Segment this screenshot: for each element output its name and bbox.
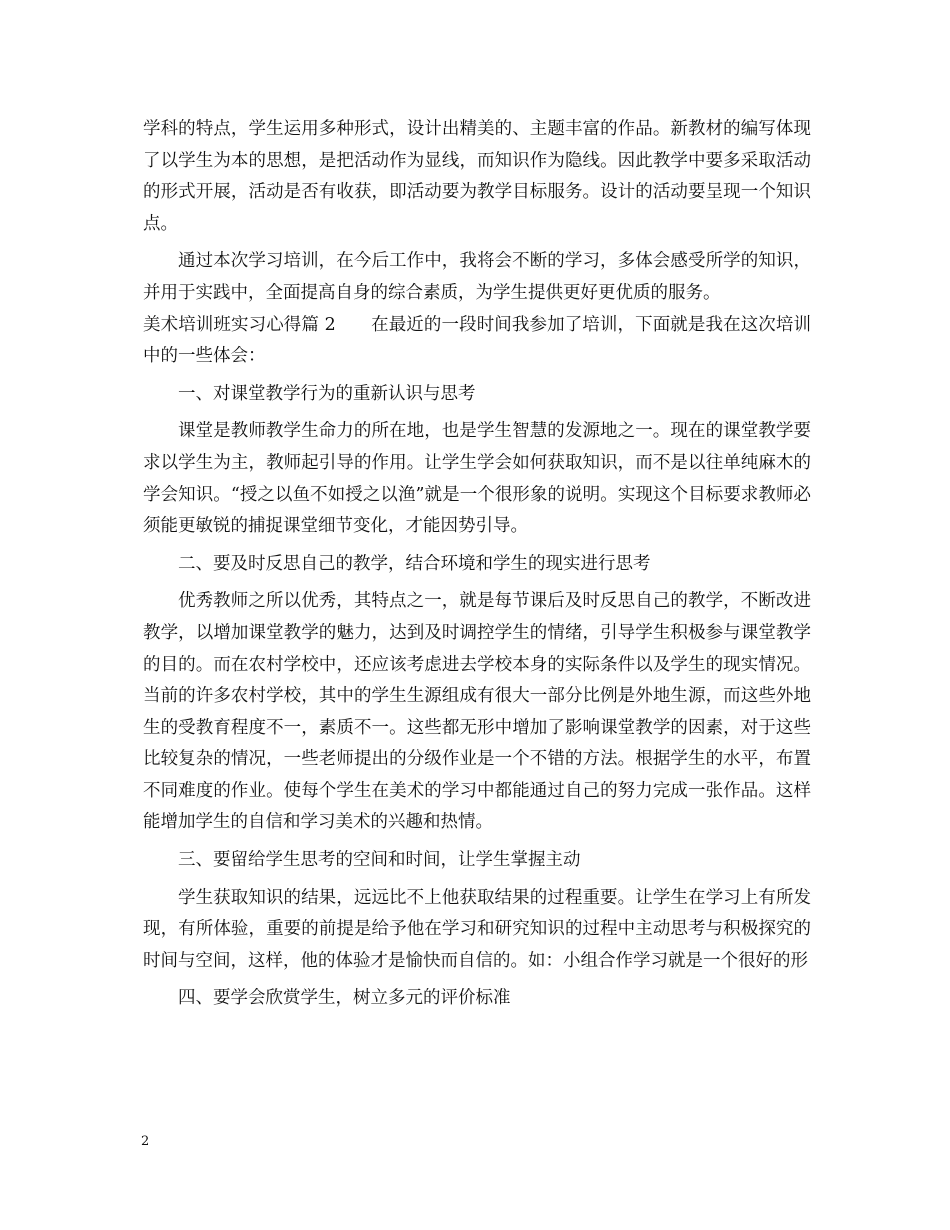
section-heading-4: 四、要学会欣赏学生，树立多元的评价标准: [178, 988, 511, 1009]
paragraph-3: 美术培训班实习心得篇 2 在最近的一段时间我参加了培训，下面就是我在这次培训中的一些体会：: [143, 314, 811, 367]
paragraph-2: 通过本次学习培训，在今后工作中，我将会不断的学习，多体会感受所学的知识，并用于实践中，全面提高自身的综合素质，为学生提供更好更优质的服务。: [143, 251, 811, 303]
paragraph-7: 优秀教师之所以优秀，其特点之一，就是每节课后及时反思自己的教学，不断改进教学，以增加课堂教学的魅力，达到及时调控学生的情绪，引导学生积极参与课堂教学的目的。而在农村学校中，还应该考虑进去学校本身的实际条件以及学生的现实情况。当前的许多农村学校，其中的学生生源组成有很大一部分比例是外地生源，而这些外地生的受教育程度不一，素质不一。这些都无形中增加了影响课堂教学的因素，对于这些比较复杂的情况，一些老师提出的分级作业是一个不错的方法。根据学生的水平，布置不同难度的作业。使每个学生在美术的学习中都能通过自己的努力完成一张作品。这样能增加学生的自信和学习美术的兴趣和热情。: [143, 591, 811, 833]
paragraph-5: 课堂是教师教学生命力的所在地，也是学生智慧的发源地之一。现在的课堂教学要求以学生为主，教师起引导的作用。让学生学会如何获取知识，而不是以往单纯麻木的学会知识。“授之以鱼不如授之以渔”就是一个很形象的说明。实现这个目标要求教师必须能更敏锐的捕捉课堂细节变化，才能因势引导。: [143, 421, 811, 537]
section-heading-3: 三、要留给学生思考的空间和时间，让学生掌握主动: [178, 850, 581, 871]
section-heading-1: 一、对课堂教学行为的重新认识与思考: [178, 383, 476, 404]
section-heading-2: 二、要及时反思自己的教学，结合环境和学生的现实进行思考: [178, 553, 651, 574]
paragraph-1: 学科的特点，学生运用多种形式，设计出精美的、主题丰富的作品。新教材的编写体现了以学生为本的思想，是把活动作为显线，而知识作为隐线。因此教学中要多采取活动的形式开展，活动是否有收获，即活动要为教学目标服务。设计的活动要呈现一个知识点。: [143, 119, 811, 234]
page-number: 2: [141, 1134, 150, 1149]
document-body: [143, 114, 811, 1015]
paragraph-9: 学生获取知识的结果，远远比不上他获取结果的过程重要。让学生在学习上有所发现，有所体验，重要的前提是给予他在学习和研究知识的过程中主动思考与积极探究的时间与空间，这样，他的体验才是愉快而自信的。如：小组合作学习就是一个很好的形: [143, 887, 811, 971]
